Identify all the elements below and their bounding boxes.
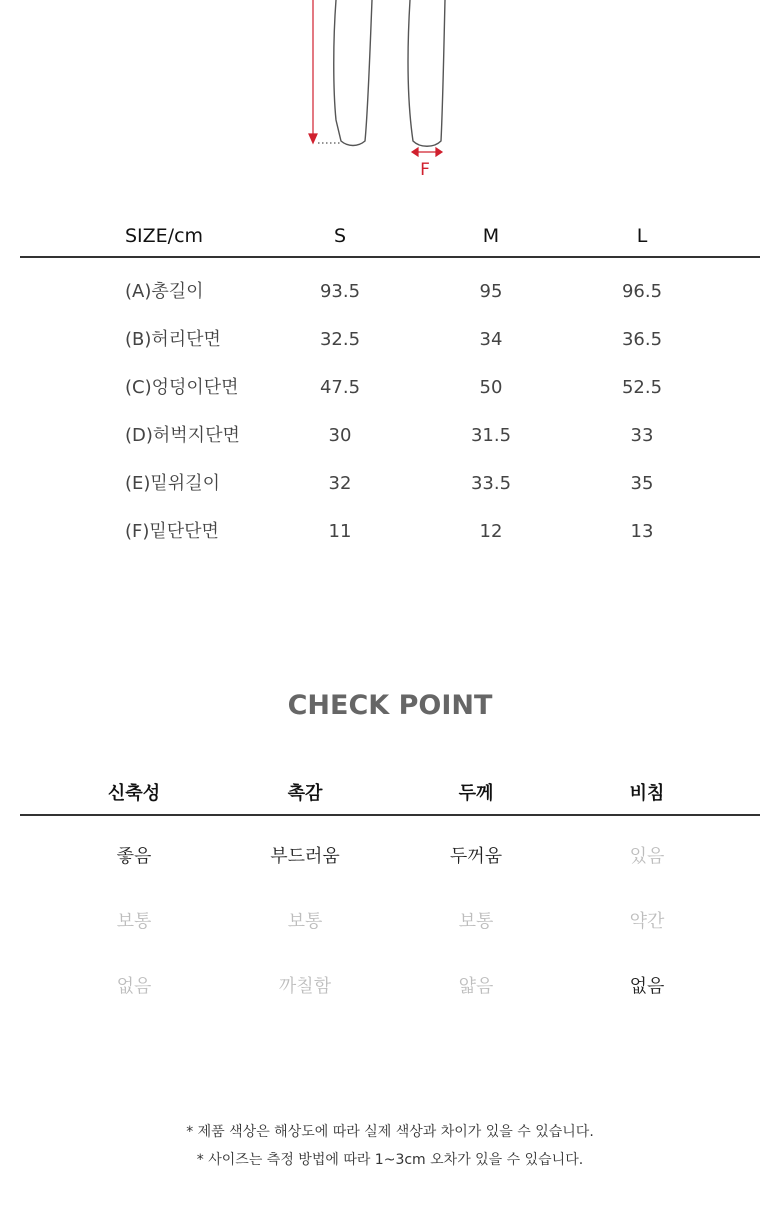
header-m: M (482, 225, 500, 247)
size-table-header (20, 216, 760, 258)
option: 없음 (629, 976, 665, 997)
row-label: (F)밑단단면 (125, 521, 219, 542)
option: 좋음 (116, 846, 152, 867)
option: 까칠함 (278, 976, 332, 997)
option: 부드러움 (270, 846, 340, 867)
value-m: 12 (479, 521, 503, 542)
right-leg-outline (408, 0, 445, 146)
hem-width-arrow (412, 148, 442, 156)
value-s: 47.5 (319, 377, 361, 398)
value-m: 95 (479, 281, 503, 302)
header-s: S (333, 225, 347, 247)
option: 있음 (629, 846, 665, 867)
table-row (20, 889, 760, 954)
notes (0, 1118, 780, 1174)
option: 약간 (629, 911, 665, 932)
table-row (20, 412, 760, 460)
option: 없음 (116, 976, 152, 997)
check-point-table (20, 774, 760, 1019)
header-stretch: 신축성 (107, 783, 161, 804)
option: 보통 (458, 911, 494, 932)
value-m: 31.5 (470, 425, 512, 446)
note-color: * 제품 색상은 해상도에 따라 실제 색상과 차이가 있을 수 있습니다. (186, 1124, 594, 1140)
label-f: F (420, 160, 430, 180)
header-sheerness: 비침 (629, 783, 665, 804)
option: 두꺼움 (449, 846, 503, 867)
table-row (20, 508, 760, 556)
table-row (20, 316, 760, 364)
note-size: * 사이즈는 측정 방법에 따라 1~3cm 오차가 있을 수 있습니다. (196, 1152, 584, 1168)
value-s: 30 (328, 425, 352, 446)
option: 얇음 (458, 976, 494, 997)
value-l: 96.5 (621, 281, 663, 302)
value-m: 34 (479, 329, 503, 350)
left-leg-outline (334, 0, 372, 146)
value-s: 32 (328, 473, 352, 494)
header-texture: 촉감 (287, 783, 323, 804)
value-l: 35 (630, 473, 654, 494)
value-m: 33.5 (470, 473, 512, 494)
table-row (20, 364, 760, 412)
table-row (20, 824, 760, 889)
option: 보통 (116, 911, 152, 932)
row-label: (E)밑위길이 (125, 473, 220, 494)
row-label: (B)허리단면 (125, 329, 221, 350)
option: 보통 (287, 911, 323, 932)
value-s: 11 (328, 521, 352, 542)
check-point-title: CHECK POINT (287, 690, 493, 721)
table-row (20, 268, 760, 316)
row-label: (C)엉덩이단면 (125, 377, 239, 398)
value-l: 52.5 (621, 377, 663, 398)
pants-measurement-diagram (0, 0, 780, 190)
table-row (20, 954, 760, 1019)
row-label: (D)허벅지단면 (125, 425, 240, 446)
header-size-cm: SIZE/cm (125, 225, 204, 247)
row-label: (A)총길이 (125, 281, 204, 302)
value-l: 36.5 (621, 329, 663, 350)
size-table (20, 216, 760, 556)
value-s: 93.5 (319, 281, 361, 302)
check-point-header (20, 774, 760, 816)
header-l: L (636, 225, 648, 247)
table-row (20, 460, 760, 508)
value-s: 32.5 (319, 329, 361, 350)
header-thickness: 두께 (458, 783, 494, 804)
value-l: 13 (630, 521, 654, 542)
value-l: 33 (630, 425, 654, 446)
value-m: 50 (479, 377, 503, 398)
